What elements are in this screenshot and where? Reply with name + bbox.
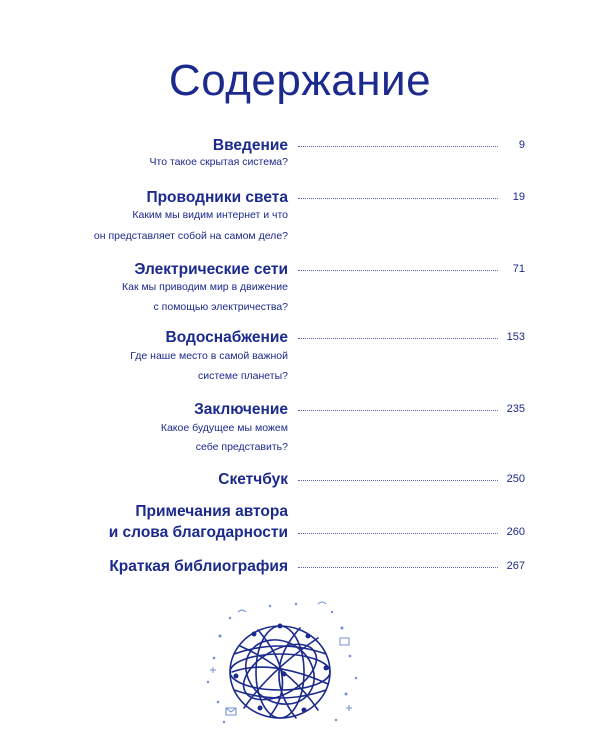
toc-leader-dots (298, 478, 498, 481)
toc-subtitle: себе представить? (195, 441, 288, 453)
toc-subtitle: Каким мы видим интернет и что (132, 209, 288, 221)
toc-subtitle: с помощью электричества? (153, 301, 288, 313)
toc-leader-dots (298, 268, 498, 271)
globe-network-icon (200, 598, 360, 738)
toc-heading[interactable]: Проводники света (146, 189, 288, 206)
toc-heading[interactable]: Заключение (194, 401, 288, 418)
toc-heading[interactable]: Электрические сети (134, 261, 288, 278)
toc-page-number[interactable]: 260 (506, 526, 525, 538)
toc-page-number[interactable]: 153 (506, 331, 525, 343)
toc-leader-dots (298, 336, 498, 339)
toc-page-number[interactable]: 267 (506, 560, 525, 572)
toc-page-number[interactable]: 235 (506, 403, 525, 415)
toc-subtitle: Как мы приводим мир в движение (121, 281, 288, 293)
toc-subtitle: системе планеты? (197, 370, 288, 382)
page-title: Содержание (168, 56, 432, 105)
toc-heading[interactable]: Примечания автора (135, 503, 288, 520)
toc-heading[interactable]: Скетчбук (218, 471, 288, 488)
toc-subtitle: Какое будущее мы можем (160, 422, 288, 434)
toc-page-number[interactable]: 250 (506, 473, 525, 485)
toc-subtitle: Что такое скрытая система? (149, 156, 288, 168)
toc-page-number[interactable]: 71 (512, 263, 525, 275)
toc-subtitle: он представляет собой на самом деле? (93, 230, 288, 242)
toc-leader-dots (298, 565, 498, 568)
toc-page-number[interactable]: 19 (512, 191, 525, 203)
toc-heading[interactable]: и слова благодарности (108, 524, 288, 541)
toc-leader-dots (298, 531, 498, 534)
toc-subtitle: Где наше место в самой важной (130, 350, 288, 362)
toc-page-number[interactable]: 9 (518, 139, 525, 151)
toc-leader-dots (298, 408, 498, 411)
toc-heading[interactable]: Водоснабжение (165, 329, 288, 346)
toc-heading[interactable]: Краткая библиография (109, 558, 288, 575)
toc-heading[interactable]: Введение (212, 137, 288, 154)
toc-leader-dots (298, 196, 498, 199)
toc-leader-dots (298, 144, 498, 147)
